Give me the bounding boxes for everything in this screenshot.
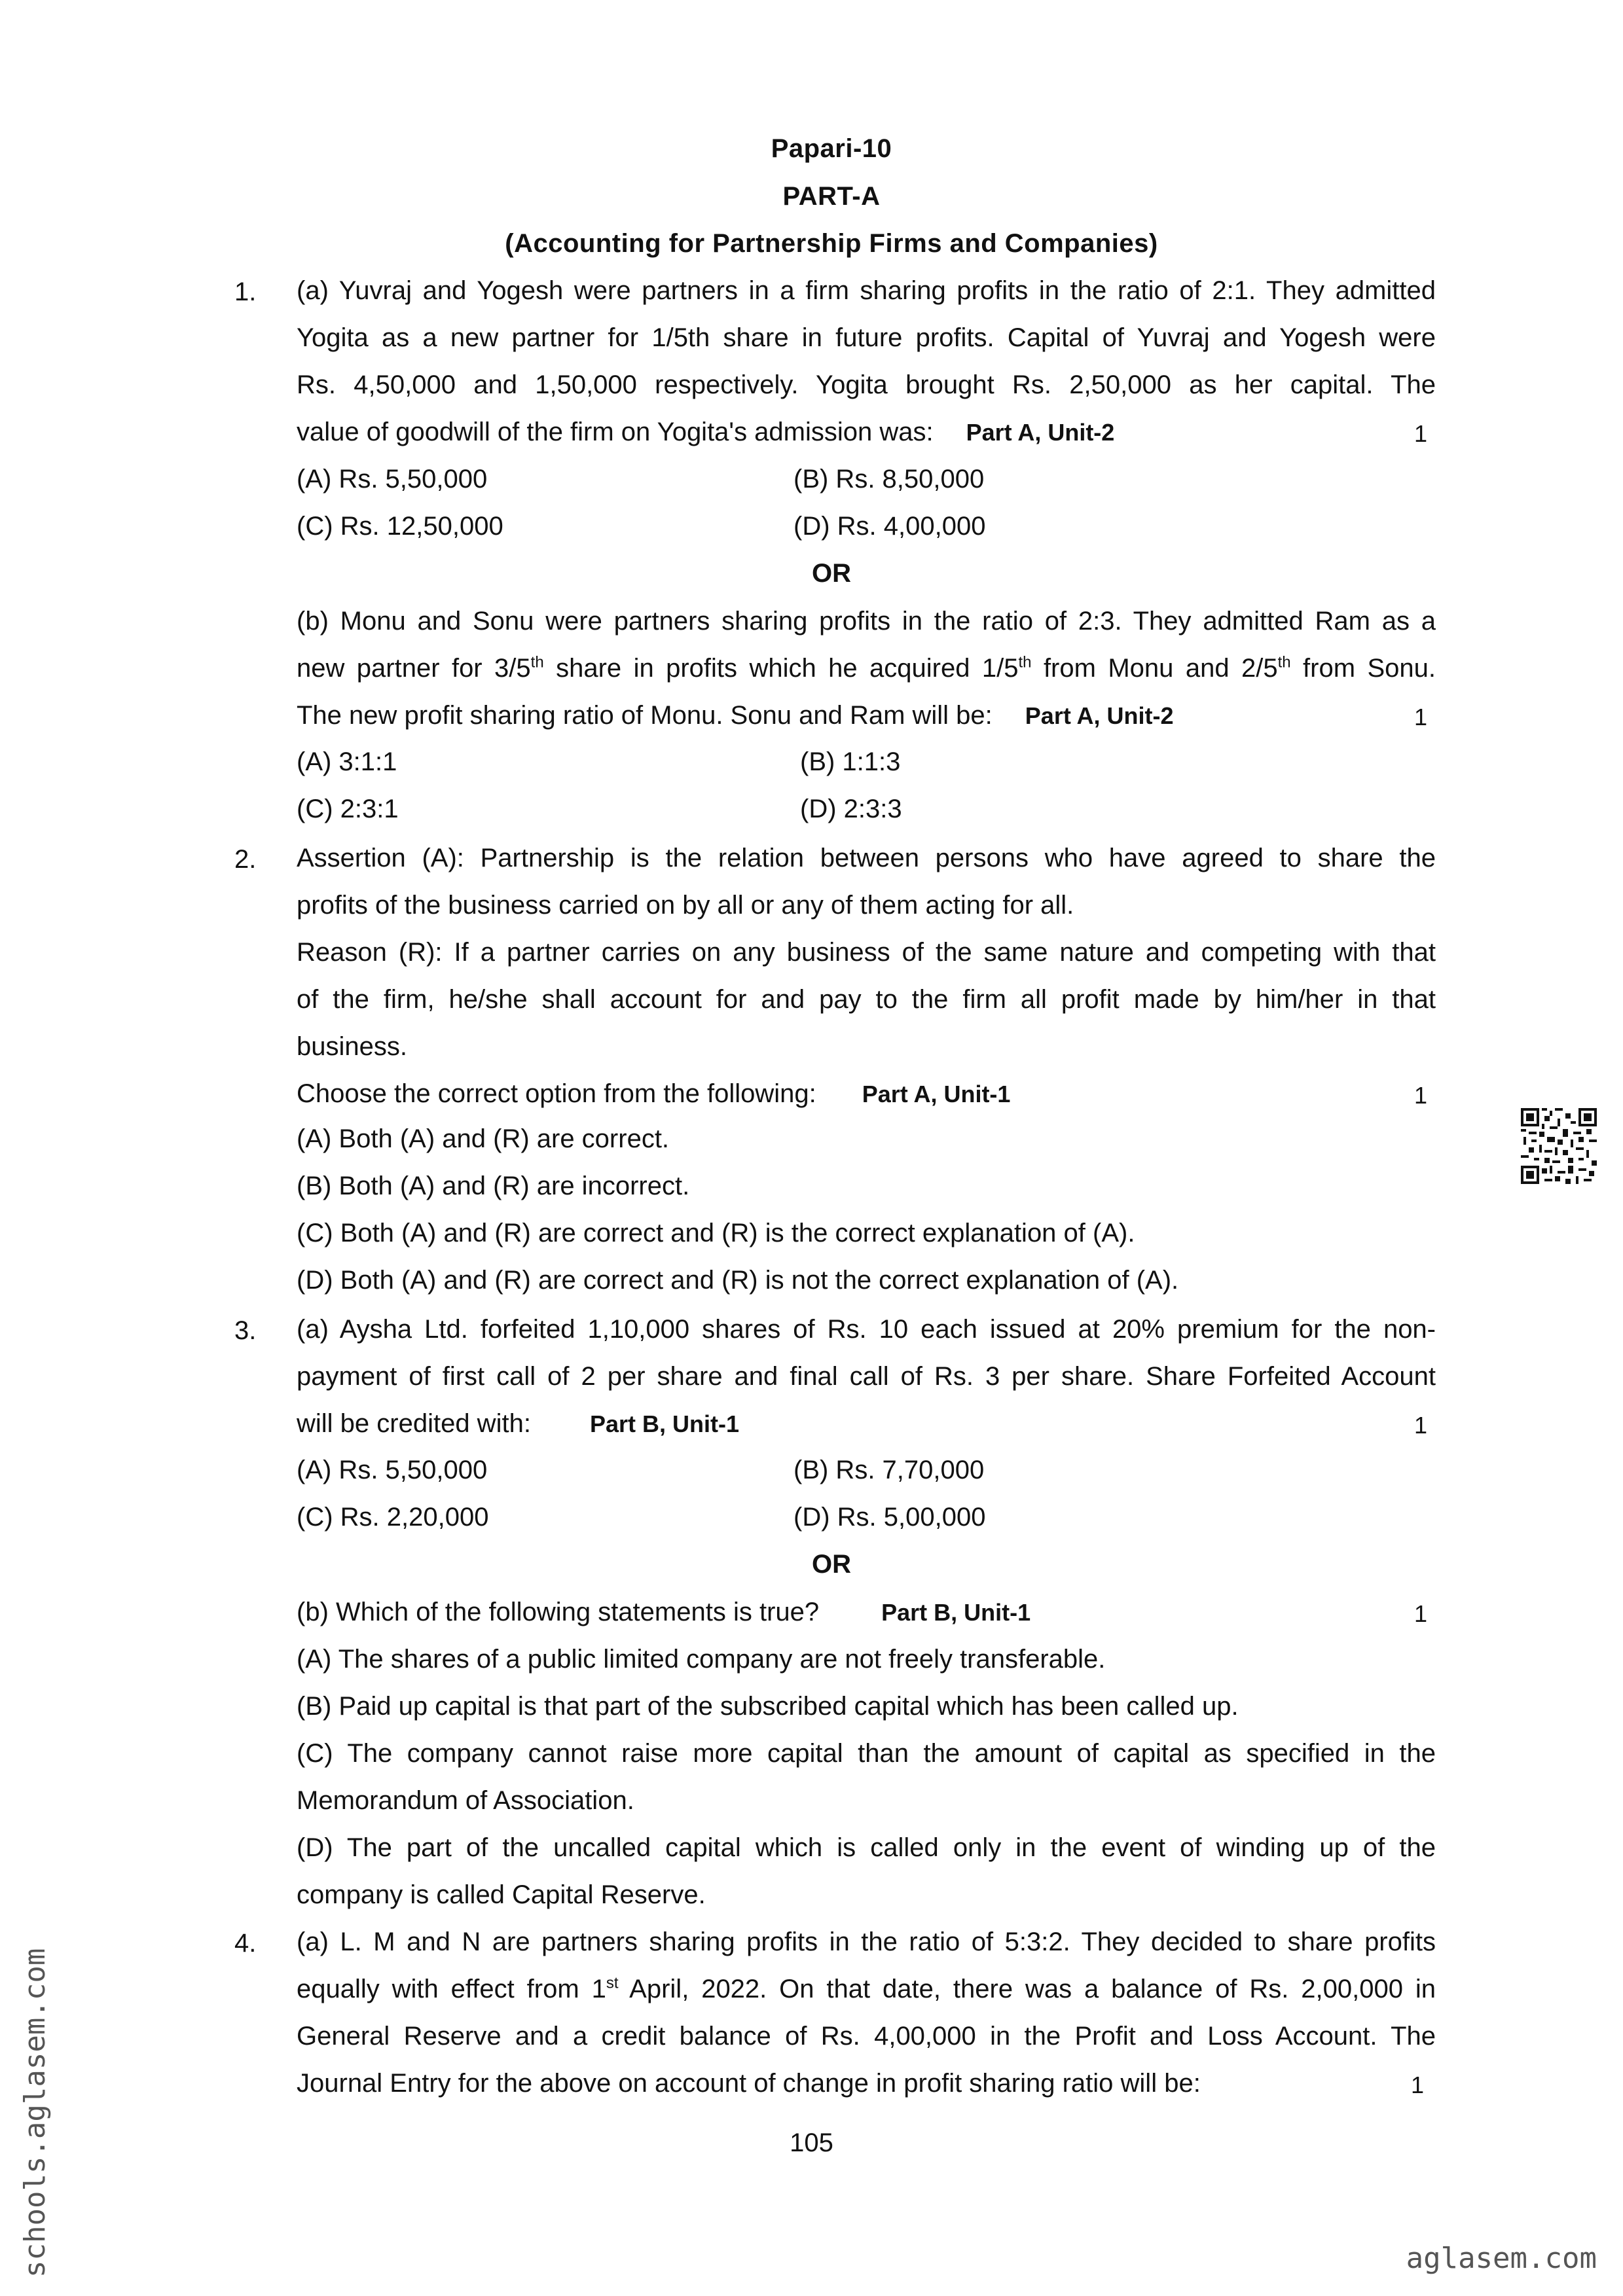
question-text: payment of first call of 2 per share and final call of Rs. 3 per share. Share Forfeited Account — [297, 1362, 1436, 1391]
statement: (C) The company cannot raise more capital than the amount of capital as specified in the — [297, 1739, 1436, 1768]
question-text: Yogita as a new partner for 1/5th share in future profits. Capital of Yuvraj and Yogesh were — [297, 323, 1436, 352]
question-text: (a) L. M and N are partners sharing profits in the ratio of 5:3:2. They decided to share profits — [297, 1928, 1436, 1956]
marks: 1 — [1414, 420, 1428, 447]
option: (B) Rs. 7,70,000 — [793, 1456, 985, 1484]
marks: 1 — [1414, 1082, 1428, 1109]
question-text: (a) Yuvraj and Yogesh were partners in a firm sharing profits in the ratio of 2:1. They admitted — [297, 276, 1436, 305]
qr-code-icon — [1521, 1108, 1597, 1184]
question-text: Assertion (A): Partnership is the relation between persons who have agreed to share the — [297, 844, 1436, 872]
question-number: 3. — [234, 1316, 257, 1345]
option: (C) 2:3:1 — [297, 795, 399, 823]
option: (B) Rs. 8,50,000 — [793, 465, 985, 493]
option: (B) Both (A) and (R) are incorrect. — [297, 1172, 690, 1200]
statement: company is called Capital Reserve. — [297, 1880, 706, 1909]
question-text: profits of the business carried on by all or any of them acting for all. — [297, 891, 1074, 920]
superscript: th — [530, 653, 544, 672]
superscript: th — [1277, 653, 1291, 672]
question-text-line — [297, 1973, 1436, 2005]
statement: (A) The shares of a public limited company are not freely transferable. — [297, 1645, 1106, 1674]
option: (A) Rs. 5,50,000 — [297, 465, 488, 493]
statement: (B) Paid up capital is that part of the subscribed capital which has been called up. — [297, 1692, 1239, 1721]
or-separator: OR — [812, 559, 851, 588]
paper-title: Papari-10 — [771, 134, 892, 163]
question-text-line — [297, 1077, 1436, 1111]
question-text-line — [297, 416, 1436, 449]
question-text: Reason (R): If a partner carries on any business of the same nature and competing with that — [297, 938, 1436, 967]
or-separator: OR — [812, 1550, 851, 1579]
bottom-watermark: aglasem.com — [1406, 2242, 1597, 2275]
text-part: equally with effect from 1 — [297, 1975, 606, 2003]
option: (D) Rs. 4,00,000 — [793, 512, 986, 541]
option: (C) Rs. 12,50,000 — [297, 512, 503, 541]
option: (A) Both (A) and (R) are correct. — [297, 1124, 670, 1153]
section-subtitle: (Accounting for Partnership Firms and Companies) — [505, 229, 1158, 258]
option: (D) Both (A) and (R) are correct and (R) is not the correct explanation of (A). — [297, 1266, 1179, 1295]
page-number: 105 — [790, 2128, 833, 2157]
question-text-line — [297, 652, 1436, 685]
question-text: (b) Monu and Sonu were partners sharing profits in the ratio of 2:3. They admitted Ram as a — [297, 607, 1436, 636]
text-part: share in profits which he acquired 1/5 — [543, 654, 1019, 683]
question-text: Choose the correct option from the following: — [297, 1079, 816, 1108]
marks: 1 — [1414, 704, 1428, 730]
marks: 1 — [1411, 2072, 1425, 2098]
option: (B) 1:1:3 — [800, 747, 901, 776]
statement: Memorandum of Association. — [297, 1786, 634, 1815]
question-text-line — [297, 1407, 1436, 1441]
question-text-line — [297, 699, 1436, 732]
question-text: The new profit sharing ratio of Monu. Sonu and Ram will be: — [297, 701, 993, 730]
marks: 1 — [1414, 1600, 1428, 1627]
question-number: 4. — [234, 1929, 257, 1958]
superscript: st — [606, 1974, 619, 1992]
option: (A) 3:1:1 — [297, 747, 397, 776]
text-part: from Sonu. — [1290, 654, 1436, 683]
question-text: value of goodwill of the firm on Yogita's admission was: — [297, 418, 934, 446]
unit-tag: Part A, Unit-2 — [1025, 702, 1174, 729]
question-text: General Reserve and a credit balance of Rs. 4,00,000 in the Profit and Loss Account. The — [297, 2022, 1436, 2051]
question-number: 1. — [234, 278, 257, 306]
text-part: from Monu and 2/5 — [1031, 654, 1278, 683]
marks: 1 — [1414, 1412, 1428, 1439]
text-part: April, 2022. On that date, there was a balance of Rs. 2,00,000 in — [618, 1975, 1436, 2003]
option: (A) Rs. 5,50,000 — [297, 1456, 488, 1484]
question-text: Journal Entry for the above on account of change in profit sharing ratio will be: — [297, 2069, 1201, 2098]
option: (D) 2:3:3 — [800, 795, 902, 823]
question-text: business. — [297, 1032, 407, 1061]
question-text: Rs. 4,50,000 and 1,50,000 respectively. Yogita brought Rs. 2,50,000 as her capital. The — [297, 370, 1436, 399]
question-text: (b) Which of the following statements is true? — [297, 1598, 820, 1626]
unit-tag: Part B, Unit-1 — [589, 1410, 739, 1437]
question-text: will be credited with: — [297, 1409, 531, 1438]
superscript: th — [1018, 653, 1032, 672]
option: (C) Rs. 2,20,000 — [297, 1503, 489, 1532]
question-text: (a) Aysha Ltd. forfeited 1,10,000 shares of Rs. 10 each issued at 20% premium for the non- — [297, 1315, 1436, 1344]
option: (D) Rs. 5,00,000 — [793, 1503, 986, 1532]
question-number: 2. — [234, 845, 257, 874]
side-watermark: schools.aglasem.com — [18, 1948, 52, 2278]
question-text: of the firm, he/she shall account for and pay to the firm all profit made by him/her in that — [297, 985, 1436, 1014]
part-title: PART-A — [782, 182, 881, 211]
statement: (D) The part of the uncalled capital which is called only in the event of winding up of the — [297, 1833, 1436, 1862]
unit-tag: Part A, Unit-2 — [966, 419, 1115, 446]
text-part: new partner for 3/5 — [297, 654, 531, 683]
unit-tag: Part A, Unit-1 — [862, 1081, 1011, 1107]
unit-tag: Part B, Unit-1 — [881, 1599, 1031, 1626]
option: (C) Both (A) and (R) are correct and (R) is the correct explanation of (A). — [297, 1219, 1135, 1247]
question-text-line — [297, 1596, 1436, 1629]
